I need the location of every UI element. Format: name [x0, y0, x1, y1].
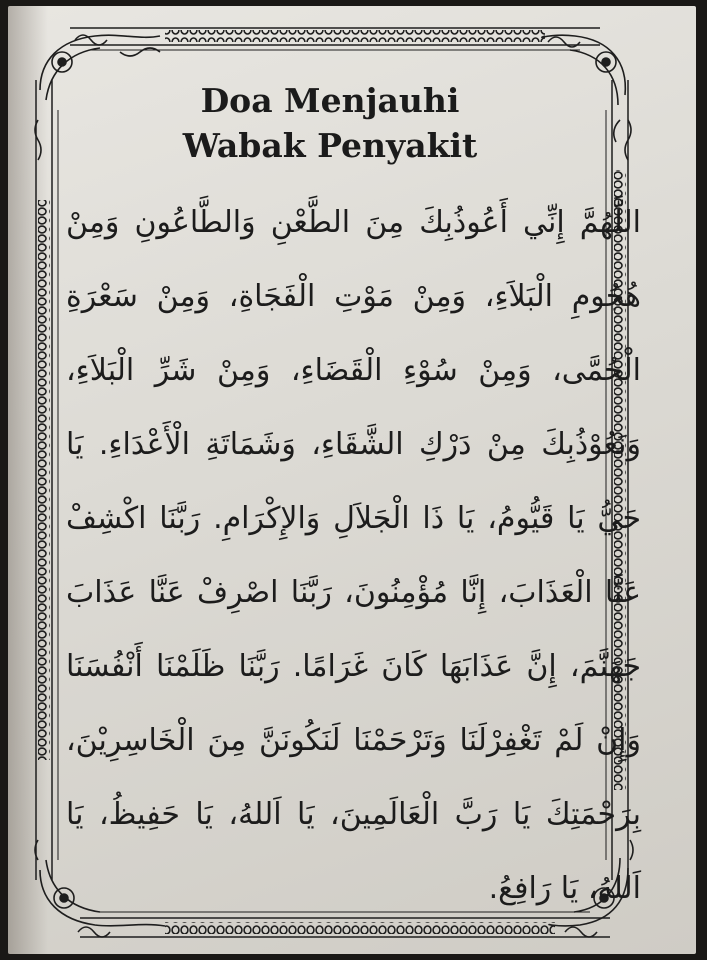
- title-line-2: Wabak Penyakit: [182, 126, 478, 165]
- title-line-1: Doa Menjauhi: [200, 81, 460, 120]
- page-title: [120, 78, 540, 168]
- corner-ornament-top-right: [542, 35, 631, 160]
- arabic-prayer-text: اللَّهُمَّ إِنِّي أَعُوذُبِكَ مِنَ الطَّعْنِ وَالطَّاعُونِ وَمِنْ هُجُومِ الْبَلاَءِ، وَمِنْ مَوْتِ الْفَجَاةِ، وَمِنْ سَعْرَةِ الْحُمَّى، وَمِنْ سُوْءِ الْقَضَاءِ، وَمِنْ شَرِّ الْبَلاَءِ، وَنَعُوْذُبِكَ مِنْ دَرْكِ الشَّقَاءِ، وَشَمَاتَةِ الْأَعْدَاءِ. يَا حَيُّ يَا قَيُّومُ، يَا ذَا الْجَلاَلِ وَالإِكْرَامِ. رَبَّنَا اكْشِفْ عَنَّا الْعَذَابَ، إِنَّا مُؤْمِنُونَ، رَبَّنَا اصْرِفْ عَنَّا عَذَابَ جَهَنَّمَ، إِنَّ عَذَابَهَا كَانَ غَرَامًا. رَبَّنَا ظَلَمْنَا أَنْفُسَنَا وَإِنْ لَمْ تَغْفِرْلَنَا وَتَرْحَمْنَا لَنَكُونَنَّ مِنَ الْخَاسِرِيْنَ، بِرَحْمَتِكَ يَا رَبَّ الْعَالَمِينَ، يَا اَللهُ، يَا حَفِيظُ، يَا اَللهُ، يَا رَافِعُ.: [66, 205, 641, 906]
